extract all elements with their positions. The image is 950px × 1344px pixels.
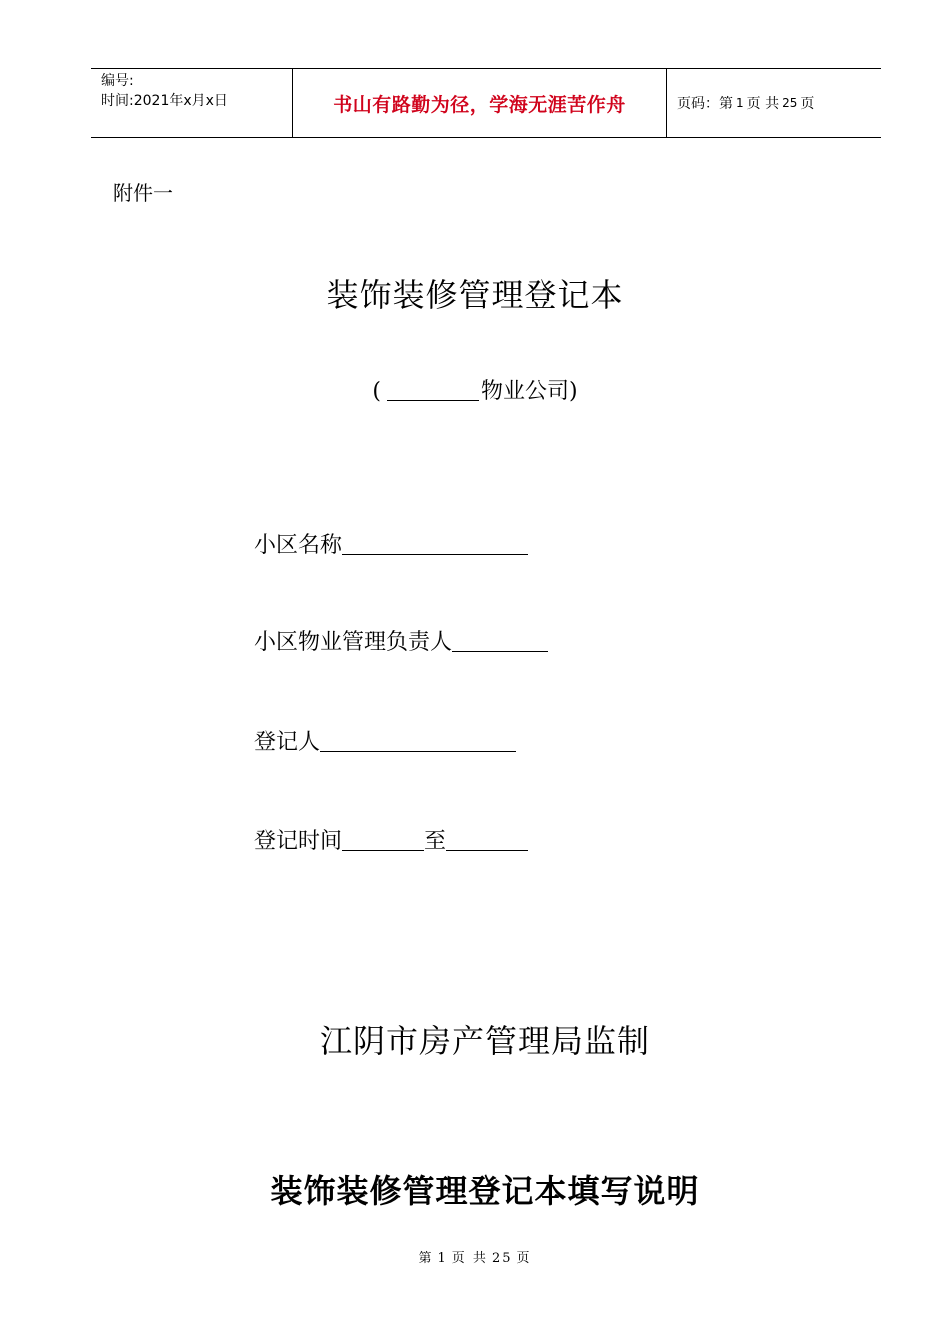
header-page-cell: [667, 69, 881, 137]
header-meta-cell: [91, 69, 293, 137]
company-blank: [387, 378, 479, 401]
footer-prefix: 第: [418, 1251, 434, 1266]
manager-blank: [452, 629, 548, 652]
reg-time-start-blank: [342, 828, 424, 851]
registrar-label: 登记人: [254, 730, 321, 755]
page-label: 页码：第: [677, 96, 733, 112]
document-title: 装饰装修管理登记本: [326, 276, 624, 314]
attachment-label: 附件一: [113, 181, 173, 205]
footer-total: 25: [491, 1251, 513, 1266]
section-title: 装饰装修管理登记本填写说明: [270, 1172, 700, 1210]
page-footer: [0, 1247, 950, 1266]
time-value: 2021年x月x日: [133, 93, 228, 109]
community-name-field: [254, 528, 528, 559]
issuer-text: 江阴市房产管理局监制: [319, 1022, 650, 1060]
reg-time-to: 至: [424, 829, 447, 854]
page-suffix: 页: [800, 96, 815, 112]
community-name-label: 小区名称: [254, 533, 343, 558]
manager-label: 小区物业管理负责人: [254, 630, 453, 655]
footer-suffix: 页: [516, 1251, 532, 1266]
footer-page: 1: [437, 1251, 448, 1266]
subtitle-text: 物业公司): [481, 379, 578, 404]
time-line: [101, 91, 292, 111]
page-current: 1: [736, 96, 744, 110]
reg-time-end-blank: [446, 828, 528, 851]
reg-time-label: 登记时间: [254, 829, 343, 854]
header-table: [91, 68, 881, 138]
header-motto: 书山有路勤为径，学海无涯苦作舟: [293, 69, 667, 137]
reg-time-field: [254, 824, 528, 855]
footer-mid: 页 共: [451, 1251, 488, 1266]
subtitle-open: (: [372, 379, 381, 404]
page-mid: 页 共: [746, 96, 780, 112]
manager-field: [254, 625, 548, 656]
registrar-blank: [320, 729, 516, 752]
page-total: 25: [782, 96, 798, 110]
community-name-blank: [342, 532, 528, 555]
company-subtitle: [0, 374, 950, 405]
number-label: 编号:: [101, 73, 134, 89]
registrar-field: [254, 725, 516, 756]
time-label: 时间:: [101, 93, 134, 109]
